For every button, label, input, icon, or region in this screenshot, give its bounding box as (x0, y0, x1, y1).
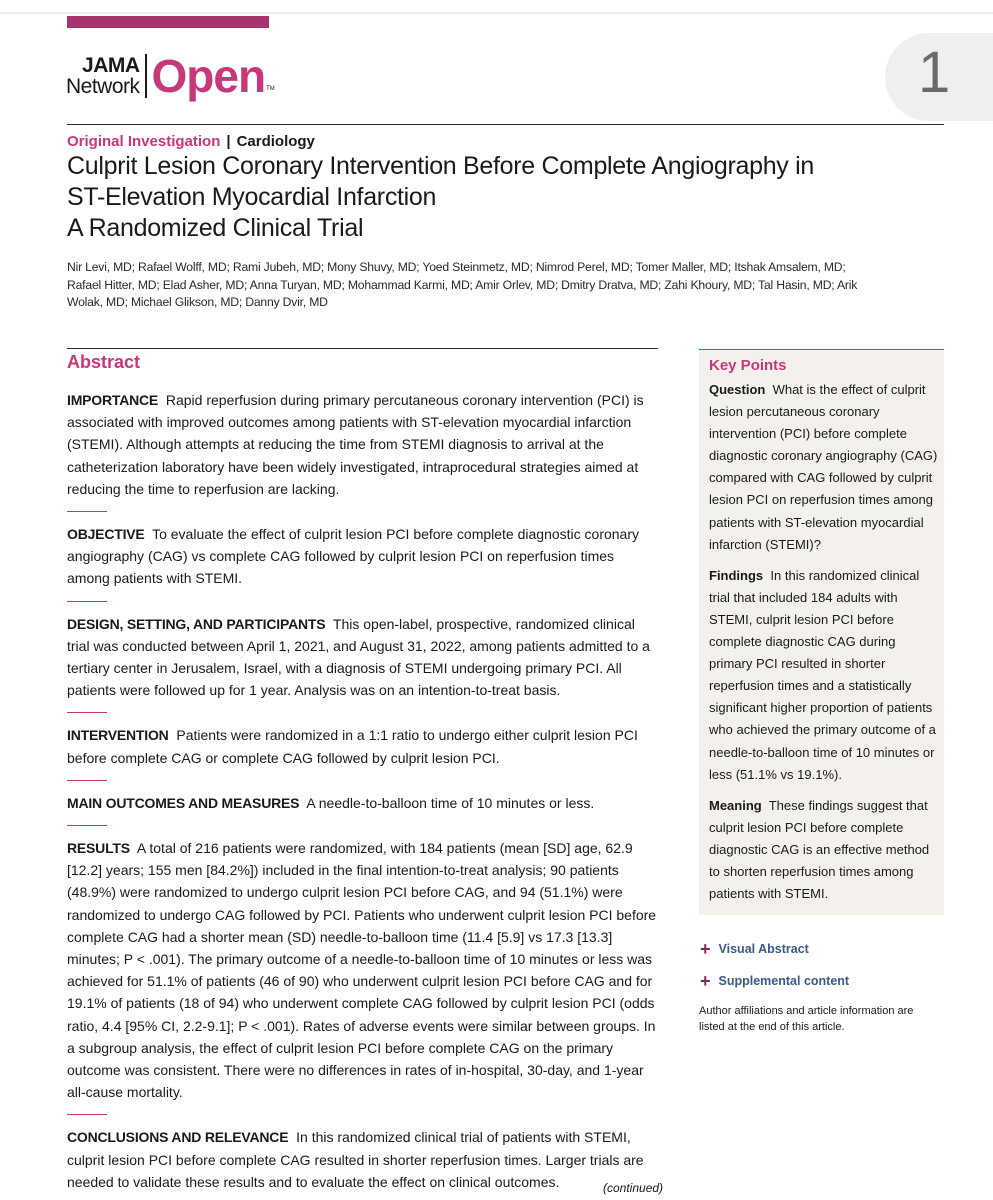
key-point-label: Findings (709, 567, 764, 583)
section-separator: | (226, 133, 231, 150)
logo-divider (145, 54, 147, 98)
logo-network-text: Network (66, 75, 140, 98)
logo-jama-text: JAMA (82, 54, 140, 77)
abstract-divider (67, 780, 107, 781)
key-points-box (699, 349, 944, 915)
abstract-outcomes (67, 792, 659, 814)
abstract-section-label: OBJECTIVE (67, 526, 145, 543)
abstract-divider (67, 712, 107, 713)
key-point-findings (709, 565, 938, 786)
abstract-section-label: MAIN OUTCOMES AND MEASURES (67, 794, 300, 811)
key-points-body (709, 379, 938, 914)
logo-jama-network (66, 55, 140, 97)
abstract-section-text: In this randomized clinical trial of patients with STEMI, culprit lesion PCI before complete CAG resulted in shorter reperfusion times. Larger trials are needed to validate these results and to evaluate the effect on clinical outcomes. (67, 1129, 644, 1190)
key-point-meaning (709, 795, 938, 905)
key-point-text: These findings suggest that culprit lesion PCI before complete diagnostic CAG is an effective method to shorten reperfusion times among patients with STEMI. (709, 797, 930, 902)
article-category (67, 133, 315, 151)
abstract-section-label: INTERVENTION (67, 727, 169, 744)
abstract-section-text: A total of 216 patients were randomized, with 184 patients (mean [SD] age, 62.9 [12.2] years; 155 men [84.2%]) included in the final intention-to-treat analysis; 90 patients (48.9%) were randomized to undergo culprit lesion PCI before CAG, and 94 (51.1%) were randomized to undergo CAG followed by PCI. Patients who underwent culprit lesion PCI before complete CAG had a shorter mean (SD) needle-to-balloon time (11.4 [5.9] vs 17.3 [13.3] minutes; P < .001). The primary outcome of a needle-to-balloon time of 10 minutes or less was achieved for 51.1% of patients (46 of 90) who underwent culprit lesion PCI before CAG and for 19.1% of patients (18 of 94) who underwent complete CAG followed by culprit lesion PCI (odds ratio, 4.4 [95% CI, 2.2-9.1]; P < .001). Rates of adverse events were similar between groups. In a subgroup analysis, the effect of culprit lesion PCI before complete CAG on the primary outcome was consistent. There were no differences in rates of in-hospital, 30-day, and 1-year all-cause mortality. (67, 840, 657, 1101)
subsection-label: Cardiology (236, 133, 315, 150)
abstract-conclusions (67, 1126, 659, 1193)
abstract-objective (67, 523, 659, 590)
plus-icon: + (700, 971, 711, 991)
abstract-section-label: DESIGN, SETTING, AND PARTICIPANTS (67, 615, 326, 632)
abstract-body (67, 389, 659, 1193)
jama-network-open-logo (66, 52, 275, 100)
section-label: Original Investigation (67, 133, 221, 150)
abstract-section-text: A needle-to-balloon time of 10 minutes or less. (306, 794, 595, 811)
top-border-line (0, 12, 993, 14)
abstract-divider (67, 601, 107, 602)
header-rule (67, 124, 944, 125)
abstract-heading: Abstract (67, 352, 141, 372)
abstract-intervention (67, 724, 659, 768)
abstract-divider (67, 1114, 107, 1115)
abstract-section-text: This open-label, prospective, randomized clinical trial was conducted between April 1, 2021, and August 31, 2022, among patients admitted to a tertiary center in Jerusalem, Israel, with a diagnosis of STEMI undergoing primary PCI. All patients were followed up for 1 year. Analysis was on an intention-to-treat basis. (67, 615, 650, 699)
key-point-text: What is the effect of culprit lesion percutaneous coronary intervention (PCI) before complete diagnostic coronary angiography (CAG) compared with CAG followed by culprit lesion PCI on reperfusion times among patients with ST-elevation myocardial infarction (STEMI)? (709, 382, 938, 552)
visual-abstract-link[interactable] (700, 940, 809, 958)
plus-icon: + (700, 939, 711, 959)
header-accent-bar (67, 16, 269, 28)
logo-trademark: TM (266, 86, 275, 92)
article-title: Culprit Lesion Coronary Intervention Before Complete Angiography in ST-Elevation Myocardial Infarction (67, 152, 815, 211)
key-point-question (709, 379, 938, 556)
abstract-section-text: Patients were randomized in a 1:1 ratio to undergo either culprit lesion PCI before complete CAG or complete CAG followed by culprit lesion PCI. (67, 727, 638, 766)
page-number: 1 (918, 40, 951, 105)
key-points-heading: Key Points (709, 357, 787, 374)
abstract-results (67, 837, 659, 1103)
continued-note: (continued) (603, 1181, 664, 1195)
abstract-section-label: CONCLUSIONS AND RELEVANCE (67, 1129, 289, 1146)
supplemental-content-label: Supplemental content (718, 974, 850, 988)
abstract-design (67, 613, 659, 702)
affiliations-note: Author affiliations and article information are listed at the end of this article. (699, 1005, 914, 1033)
key-point-label: Meaning (709, 797, 762, 813)
abstract-section-text: To evaluate the effect of culprit lesion PCI before complete diagnostic coronary angiography (CAG) vs complete CAG followed by culprit lesion PCI on reperfusion times among patients with STEMI. (67, 526, 639, 587)
abstract-rule (67, 348, 658, 349)
supplemental-content-link[interactable] (700, 972, 849, 990)
abstract-section-text: Rapid reperfusion during primary percutaneous coronary intervention (PCI) is associated with improved outcomes among patients with ST-elevation myocardial infarction (STEMI). Although attempts at reducing the time from STEMI diagnosis to arrival at the catheterization laboratory have been widely investigated, intraprocedural strategies aimed at reducing the time to reperfusion are lacking. (67, 392, 644, 497)
abstract-importance (67, 389, 659, 500)
abstract-divider (67, 825, 107, 826)
key-point-text: In this randomized clinical trial that included 184 adults with STEMI, culprit lesion PCI before complete diagnostic CAG during primary PCI resulted in shorter reperfusion times and a statistically significant higher proportion of patients who achieved the primary outcome of a needle-to-balloon time of 10 minutes or less (51.1% vs 19.1%). (709, 567, 936, 782)
logo-open-text: Open (151, 50, 266, 102)
author-list: Nir Levi, MD; Rafael Wolff, MD; Rami Jubeh, MD; Mony Shuvy, MD; Yoed Steinmetz, MD; Nimrod Perel, MD; Tomer Maller, MD; Itshak Amsalem, MD; Rafael Hitter, MD; Elad Asher, MD; Anna Turyan, MD; Mohammad Karmi, MD; Amir Orlev, MD; Dmitry Dratva, MD; Zahi Khoury, MD; Tal Hasin, MD; Arik Wolak, MD; Michael Glikson, MD; Danny Dvir, MD (67, 260, 858, 309)
article-subtitle: A Randomized Clinical Trial (67, 214, 364, 242)
abstract-section-label: RESULTS (67, 840, 130, 857)
key-point-label: Question (709, 382, 766, 397)
abstract-section-label: IMPORTANCE (67, 392, 159, 408)
visual-abstract-label: Visual Abstract (718, 942, 809, 956)
abstract-divider (67, 511, 107, 512)
